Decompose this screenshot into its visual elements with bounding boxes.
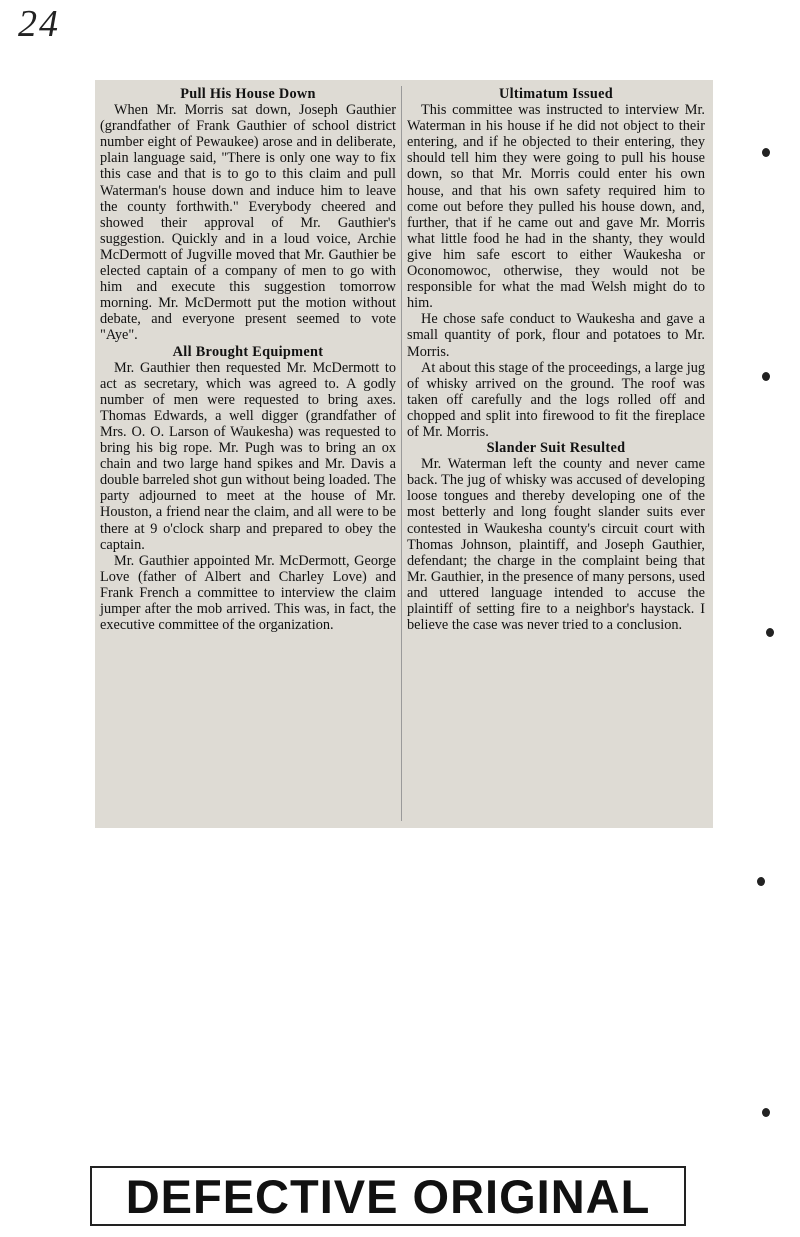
- page-number: 24: [18, 3, 60, 45]
- punch-mark: [762, 148, 770, 157]
- punch-mark: [766, 628, 774, 637]
- paragraph: Mr. Gauthier appointed Mr. McDermott, George Love (father of Albert and Charley Love) and Frank French a committee to interview the claim jumper after the mob arrived. This was, in fact, the executive committee of the organization.: [100, 552, 396, 634]
- paragraph: He chose safe conduct to Waukesha and gave a small quantity of pork, flour and potatoes to Mr. Morris.: [407, 311, 705, 360]
- paragraph: Mr. Gauthier then requested Mr. McDermott to act as secretary, which was agreed to. A godly number of men were requested to bring axes. Thomas Edwards, a well digger (grandfather of Mrs. O. O. Larson of Waukesha) was requested to bring his big rope. Mr. Pugh was to bring an ox chain and two large hand spikes and Mr. Davis a double barreled shot gun without being loaded. The party adjourned to meet at the house of Mr. Houston, a friend near the claim, and all were to be there at 9 o'clock sharp and prepared to obey the captain.: [100, 359, 396, 553]
- paragraph: At about this stage of the proceedings, a large jug of whisky arrived on the ground. The roof was taken off carefully and the logs rolled off and chopped and split into firewood to fit the fireplace of Mr. Morris.: [407, 359, 705, 440]
- stamp-text: DEFECTIVE ORIGINAL: [125, 1169, 651, 1223]
- paragraph: When Mr. Morris sat down, Joseph Gauthier (grandfather of Frank Gauthier of school district number eight of Pewaukee) arose and in deliberate, plain language said, "There is only one way to fix this case and that is to go to this claim and pull Waterman's house down and induce him to leave the county forthwith." Everybody cheered and showed their approval of Mr. Gauthier's suggestion. Quickly and in a loud voice, Archie McDermott of Jugville moved that Mr. Gauthier be elected captain of a company of men to go with him and execute this suggestion tomorrow morning. Mr. McDermott put the motion without debate, and everyone present seemed to vote "Aye".: [100, 102, 396, 344]
- right-column: [407, 86, 705, 633]
- paragraph: Mr. Waterman left the county and never came back. The jug of whisky was accused of developing loose tongues and thereby developing one of the most betterly and long fought slander suits ever contested in Waukesha county's circuit court with Thomas Johnson, plaintiff, and Joseph Gauthier, defendant; the charge in the complaint being that Mr. Gauthier, in the presence of many persons, used and uttered language intended to accuse the plaintiff of setting fire to a neighbor's haystack. I believe the case was never tried to a conclusion.: [407, 456, 705, 634]
- punch-mark: [762, 1108, 770, 1117]
- defective-original-stamp: [90, 1166, 686, 1226]
- punch-mark: [762, 372, 770, 381]
- section-heading: Pull His House Down: [180, 86, 316, 102]
- paragraph: This committee was instructed to interview Mr. Waterman in his house if he did not object to their entering, and if he objected to their entering, they should tell him they were going to pull his house down, so that Mr. Morris could enter his own house, and that his own safety required him to come out before they pulled his house down, and, further, that if he came out and gave Mr. Morris what little food he had in the shanty, they would give him safe escort to either Waukesha or Oconomowoc, otherwise, they would not be responsible for what the mad Welsh might do to him.: [407, 102, 705, 312]
- column-divider: [401, 86, 402, 821]
- section-heading: Ultimatum Issued: [498, 86, 614, 102]
- section-heading: Slander Suit Resulted: [486, 440, 626, 457]
- left-column: [100, 86, 396, 633]
- punch-mark: [757, 877, 765, 886]
- section-heading: All Brought Equipment: [172, 343, 324, 360]
